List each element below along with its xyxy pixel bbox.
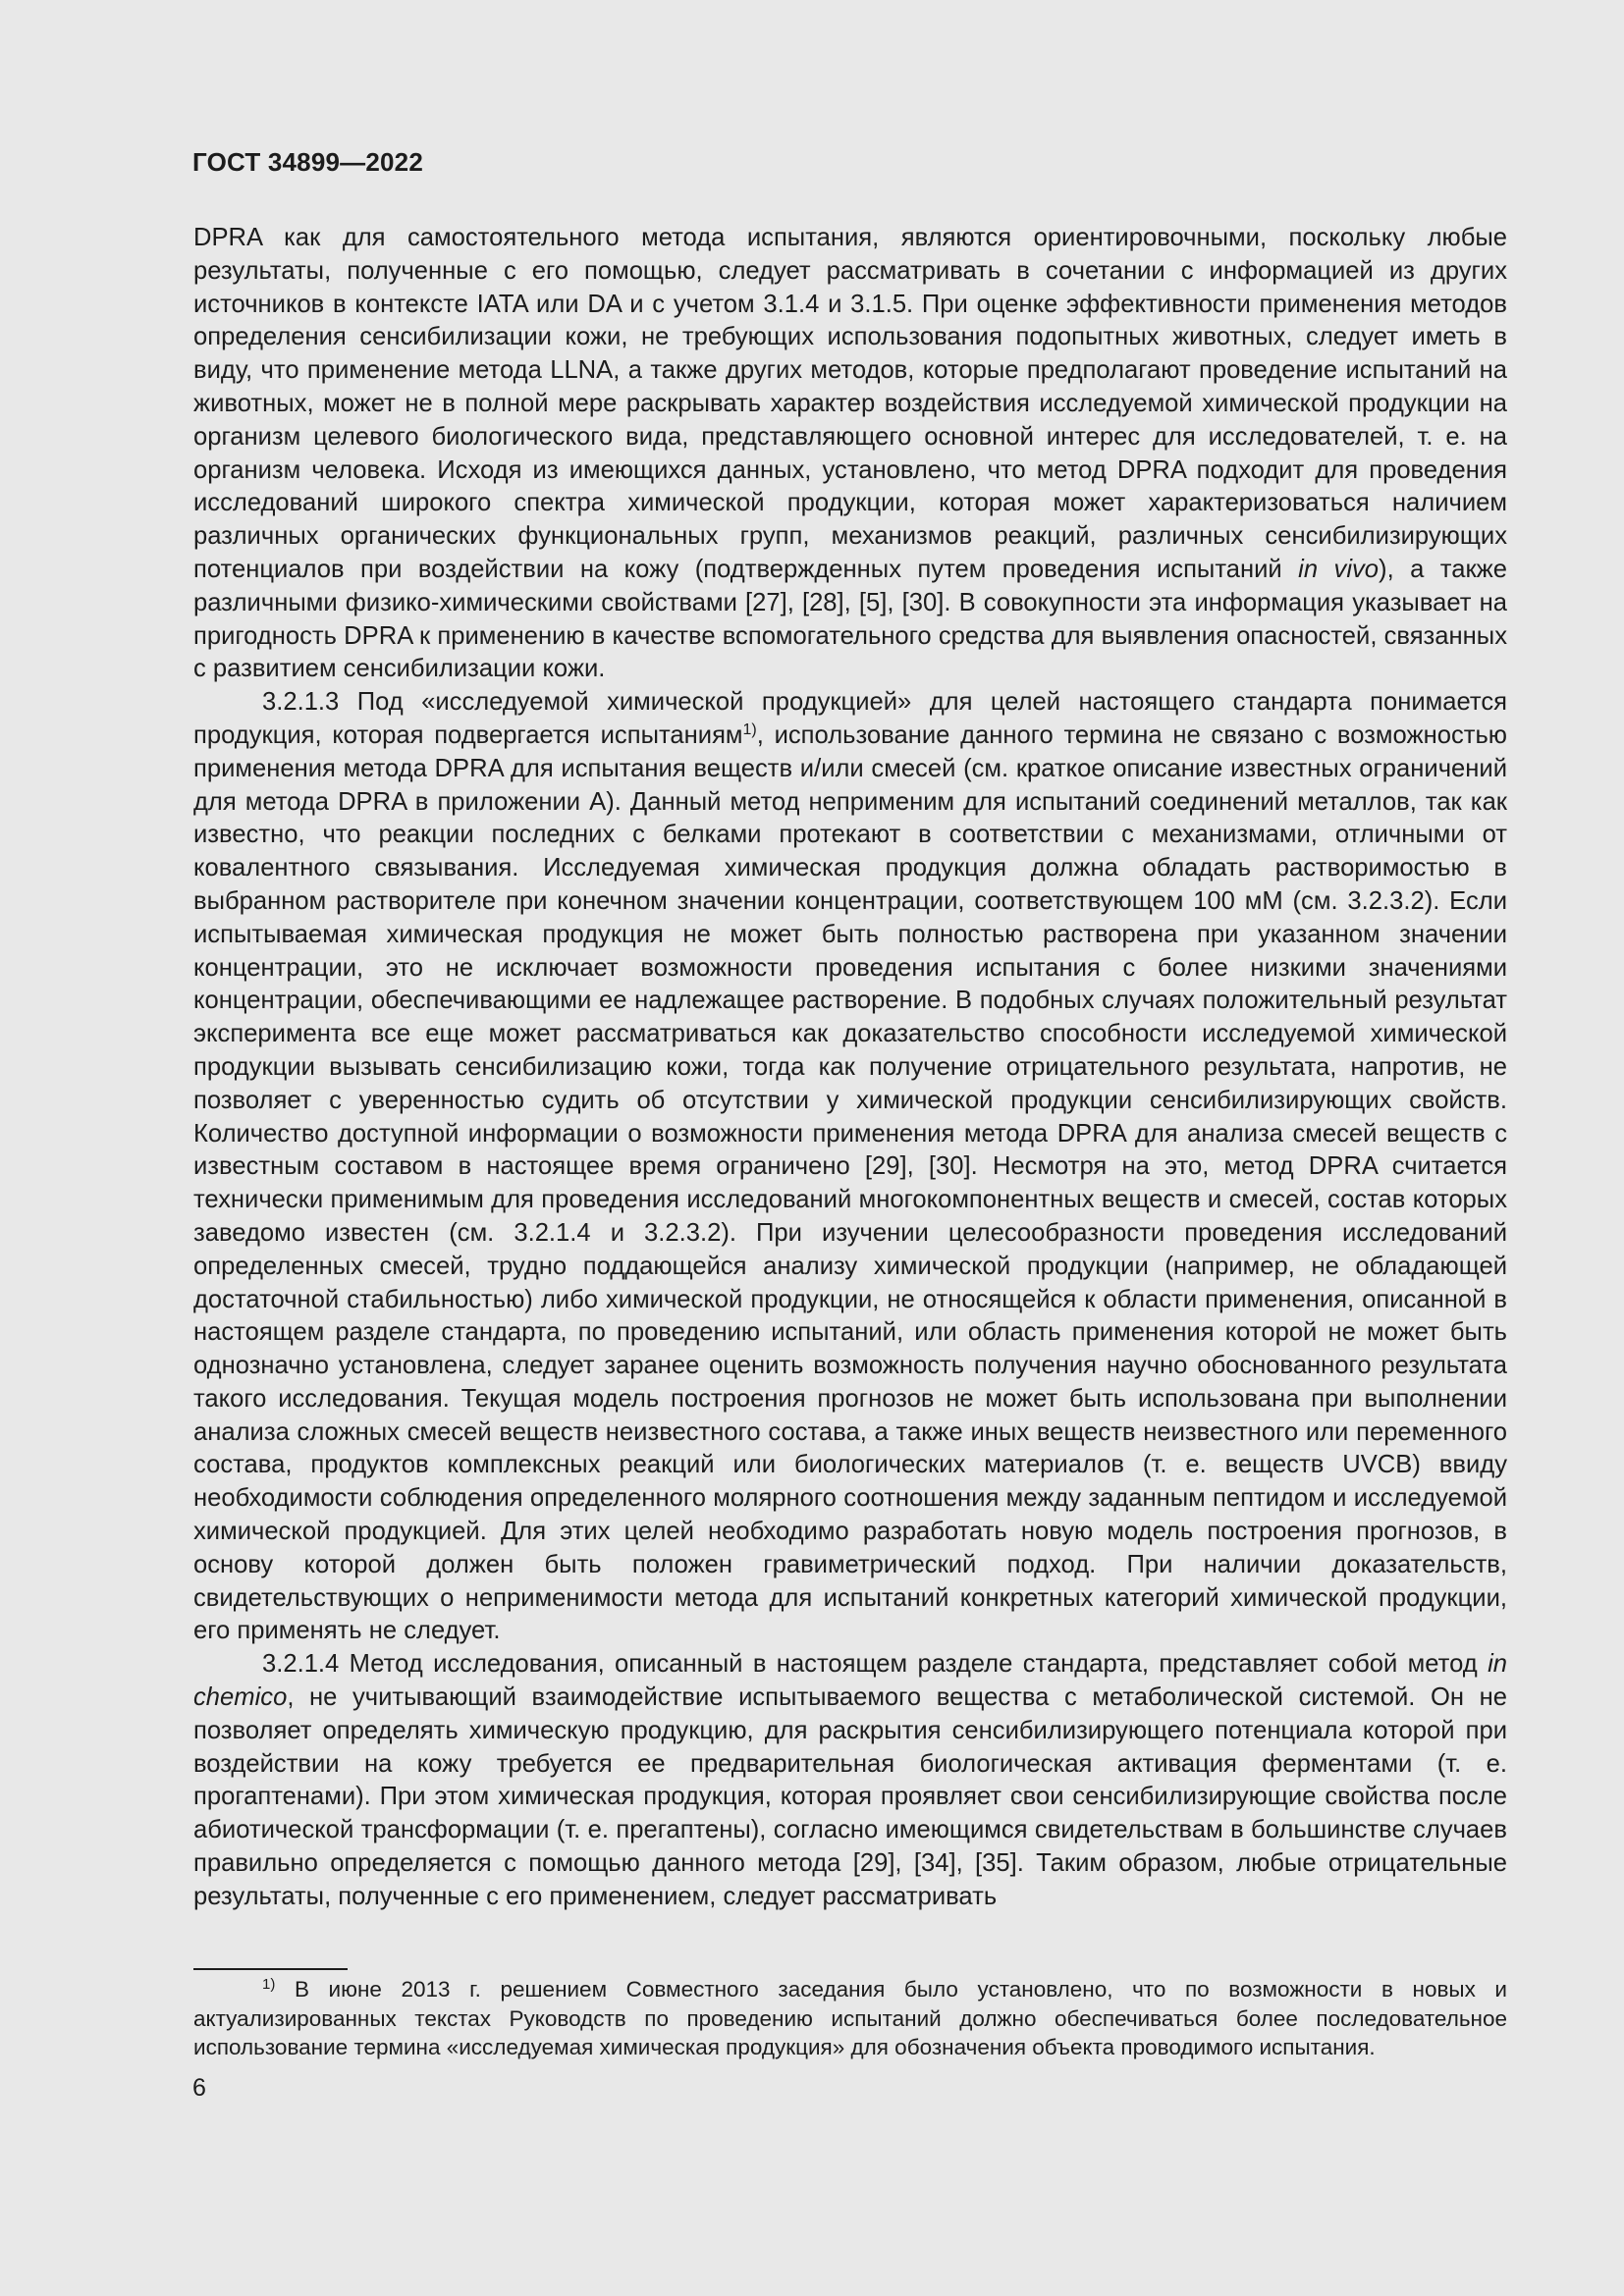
paragraph-1-italic: in vivo <box>1298 555 1380 583</box>
paragraph-1-end: ), а также различными физико-химическими свойствами [27], [28], [5], [30]. В совокупности эта информация указывает на пригодность DPRA к применению в качестве вспомогательного средства для выявления опасностей, связанных с развитием сенсибилизации кожи. <box>193 555 1508 683</box>
paragraph-3-end: , не учитывающий взаимодействие испытываемого вещества с метаболической системой. Он не позволяет определять химическую продукцию, для раскрытия сенсибилизирующего потенциала которой при воздействии на кожу требуется ее предварительная биологическая активация ферментами (т. е. прогаптенами). При этом химическая продукция, которая проявляет свои сенсибилизирующие свойства после абиотической трансформации (т. е. прегаптены), согласно имеющимся свидетельствам в большинстве случаев правильно определяется с помощью данного метода [29], [34], [35]. Таким образом, любые отрицательные результаты, полученные с его применением, следует рассматривать <box>193 1683 1507 1910</box>
paragraph-2-start: 3.2.1.3 Под «исследуемой химической продукцией» для целей настоящего стандарта понимается продукция, которая подвергается испытаниям <box>193 688 1507 749</box>
paragraph-1 <box>193 222 1507 686</box>
footnote-reference: 1) <box>742 721 757 738</box>
page-number: 6 <box>192 2074 206 2102</box>
paragraph-3-italic: in chemico <box>193 1650 1507 1712</box>
paragraph-2-end: , использование данного термина не связано с возможностью применения метода DPRA для испытания веществ и/или смесей (см. краткое описание известных ограничений для метода DPRA в приложении А). Данный метод неприменим для испытаний соединений металлов, так как известно, что реакции последних с белками протекают в соответствии с механизмами, отличными от ковалентного связывания. Исследуемая химическая продукция должна обладать растворимостью в выбранном растворителе при конечном значении концентрации, соответствующем 100 мМ (см. 3.2.3.2). Если испытываемая химическая продукция не может быть полностью растворена при указанном значении концентрации, это не исключает возможности проведения испытания с более низкими значениями концентрации, обеспечивающими ее надлежащее растворение. В подобных случаях положительный результат эксперимента все еще может рассматриваться как доказательство способности исследуемой химической продукции вызывать сенсибилизацию кожи, тогда как получение отрицательного результата, напротив, не позволяет с уверенностью судить об отсутствии у химической продукции сенсибилизирующих свойств. Количество доступной информации о возможности применения метода DPRA для анализа смесей веществ с известным составом в настоящее время ограничено [29], [30]. Несмотря на это, метод DPRA считается технически применимым для проведения исследований многокомпонентных веществ и смесей, состав которых заведомо известен (см. 3.2.1.4 и 3.2.3.2). При изучении целесообразности проведения исследований определенных смесей, трудно поддающейся анализу химической продукции (например, не обладающей достаточной стабильностью) либо химической продукции, не относящейся к области применения, описанной в настоящем разделе стандарта, по проведению испытаний, или область применения которой не может быть однозначно установлена, следует заранее оценить возможность получения научно обоснованного результата такого исследования. Текущая модель построения прогнозов не может быть использована при выполнении анализа сложных смесей веществ неизвестного состава, а также иных веществ неизвестного или переменного состава, продуктов комплексных реакций или биологических материалов (т. е. веществ UVCB) ввиду необходимости соблюдения определенного молярного соотношения между заданным пептидом и исследуемой химической продукцией. Для этих целей необходимо разработать новую модель построения прогнозов, в основу которой должен быть положен гравиметрический подход. При наличии доказательств, свидетельствующих о неприменимости метода для испытаний конкретных категорий химической продукции, его применять не следует. <box>193 721 1507 1645</box>
footnote-marker: 1) <box>262 1976 276 1993</box>
paragraph-3-2-1-4 <box>193 1648 1507 1913</box>
paragraph-1-text: DPRA как для самостоятельного метода испытания, являются ориентировочными, поскольку любые результаты, полученные с его помощью, следует рассматривать в сочетании с информацией из других источников в контексте IATA или DA и с учетом 3.1.4 и 3.1.5. При оценке эффективности применения методов определения сенсибилизации кожи, не требующих использования подопытных животных, следует иметь в виду, что применение метода LLNA, а также других методов, которые предполагают проведение испытаний на животных, может не в полной мере раскрывать характер воздействия исследуемой химической продукции на организм целевого биологического вида, представляющего основной интерес для исследователей, т. е. на организм человека. Исходя из имеющихся данных, установлено, что метод DPRA подходит для проведения исследований широкого спектра химической продукции, которая может характеризоваться наличием различных органических функциональных групп, механизмов реакций, различных сенсибилизирующих потенциалов при воздействии на кожу (подтвержденных путем проведения испытаний <box>193 224 1507 583</box>
main-text <box>193 222 1507 1914</box>
footnote <box>193 1975 1507 2062</box>
document-header: ГОСТ 34899—2022 <box>192 147 423 177</box>
footnote-text: В июне 2013 г. решением Совместного заседания было установлено, что по возможности в новых и актуализированных текстах Руководств по проведению испытаний должно обеспечиваться более последовательное использование термина «исследуемая химическая продукция» для обозначения объекта проводимого испытания. <box>193 1977 1507 2059</box>
footnote-divider <box>193 1968 348 1970</box>
paragraph-3-2-1-3 <box>193 686 1507 1648</box>
paragraph-3-start: 3.2.1.4 Метод исследования, описанный в настоящем разделе стандарта, представляет собой метод <box>262 1650 1489 1679</box>
